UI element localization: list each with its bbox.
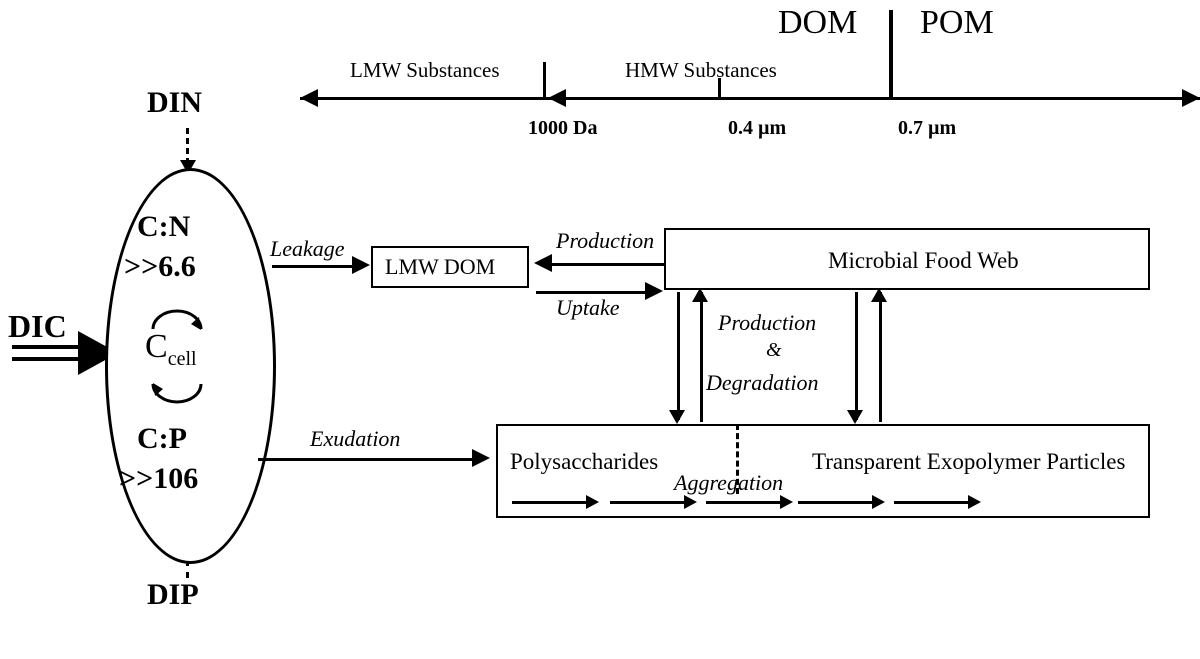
aggregation-chain-arrow-1-shaft xyxy=(512,501,588,504)
cn-ratio-value: >>6.6 xyxy=(124,250,196,283)
cell-carbon-label xyxy=(145,330,197,369)
leakage-label: Leakage xyxy=(270,236,345,261)
exudation-arrow-shaft xyxy=(258,458,478,461)
aggregation-chain-arrow-4-head xyxy=(872,495,885,509)
microbial-food-web-label: Microbial Food Web xyxy=(828,248,1019,273)
recycle-arrow-bottom-icon xyxy=(147,380,207,410)
uptake-arrowhead xyxy=(645,282,663,300)
production-label: Production xyxy=(556,228,655,253)
lmw-range-label: LMW Substances xyxy=(350,58,500,82)
hmw-range-label: HMW Substances xyxy=(625,58,777,82)
aggregation-chain-arrow-2-shaft xyxy=(610,501,686,504)
tick-07um-mark xyxy=(889,10,893,100)
hmw-range-left-arrowhead xyxy=(548,89,566,107)
dom-label: DOM xyxy=(778,4,858,41)
production-degradation-up-arrow-right-head xyxy=(871,288,887,302)
cp-ratio-value: >>106 xyxy=(119,462,199,495)
cp-ratio-label: C:P xyxy=(137,422,187,455)
tick-1000da-mark xyxy=(543,62,546,100)
aggregation-chain-arrow-5-head xyxy=(968,495,981,509)
production-degradation-down-arrow-left-head xyxy=(669,410,685,424)
leakage-arrowhead xyxy=(352,256,370,274)
pom-label: POM xyxy=(920,4,994,41)
cell-carbon-symbol: C xyxy=(145,328,168,365)
aggregation-label: Aggregation xyxy=(674,470,784,495)
polysaccharides-label: Polysaccharides xyxy=(510,449,659,474)
uptake-label: Uptake xyxy=(556,295,620,320)
leakage-arrow-shaft xyxy=(272,265,357,268)
production-degradation-up-arrow-left-shaft xyxy=(700,292,703,422)
tep-label: Transparent Exopolymer Particles xyxy=(812,449,1126,474)
production-degradation-label-line2: & xyxy=(766,339,782,361)
cell-carbon-subscript: cell xyxy=(167,347,197,370)
dip-label: DIP xyxy=(147,578,199,611)
aggregation-chain-arrow-4-shaft xyxy=(798,501,874,504)
production-degradation-label-line1: Production xyxy=(718,310,817,335)
exudation-arrowhead xyxy=(472,449,490,467)
recycle-arrow-top-icon xyxy=(147,303,207,333)
aggregation-chain-arrow-5-shaft xyxy=(894,501,970,504)
exudation-label: Exudation xyxy=(310,426,401,451)
tick-04um-label: 0.4 µm xyxy=(728,117,787,139)
tick-1000da-label: 1000 Da xyxy=(528,117,598,139)
production-degradation-down-arrow-right-head xyxy=(847,410,863,424)
din-label: DIN xyxy=(147,86,203,119)
production-degradation-up-arrow-right-shaft xyxy=(879,292,882,422)
uptake-arrow-shaft xyxy=(536,291,648,294)
aggregation-chain-arrow-1-head xyxy=(586,495,599,509)
production-degradation-down-arrow-right-shaft xyxy=(855,292,858,420)
production-degradation-down-arrow-left-shaft xyxy=(677,292,680,420)
tick-07um-label: 0.7 µm xyxy=(898,117,957,139)
lmw-dom-label: LMW DOM xyxy=(385,254,496,279)
production-arrow-shaft xyxy=(552,263,664,266)
size-scale-axis xyxy=(300,97,1200,100)
scale-axis-right-arrowhead xyxy=(1182,89,1200,107)
aggregation-chain-arrow-2-head xyxy=(684,495,697,509)
scale-axis-left-arrowhead xyxy=(300,89,318,107)
production-arrowhead xyxy=(534,254,552,272)
aggregation-chain-arrow-3-head xyxy=(780,495,793,509)
dic-label: DIC xyxy=(8,308,67,344)
cn-ratio-label: C:N xyxy=(137,210,191,243)
din-dashed-arrow-shaft xyxy=(186,128,189,164)
aggregation-chain-arrow-3-shaft xyxy=(706,501,782,504)
production-degradation-label-line3: Degradation xyxy=(706,370,819,395)
production-degradation-up-arrow-left-head xyxy=(692,288,708,302)
